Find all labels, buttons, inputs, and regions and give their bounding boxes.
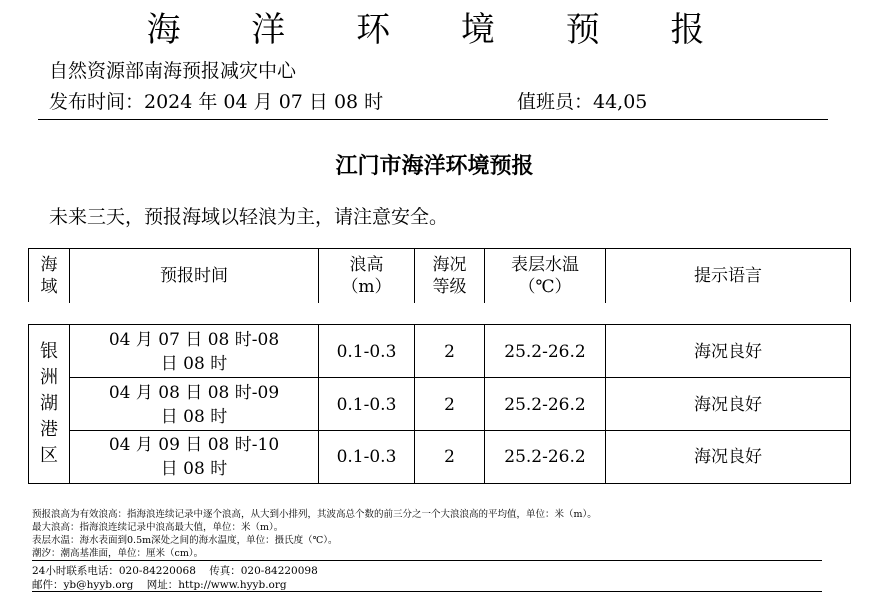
column-header-temp: 表层水温 （℃） (485, 249, 606, 303)
footnote: 表层水温：海水表面到0.5m深处之间的海水温度，单位：摄氏度（℃）。 (32, 535, 338, 546)
sea-state-level: 2 (415, 431, 485, 483)
wave-height: 0.1-0.3 (319, 325, 415, 378)
sea-state-level: 2 (415, 378, 485, 431)
report-title: 海 洋 环 境 预 报 (146, 10, 735, 50)
table-row (70, 431, 850, 483)
contact-phone-fax: 24小时联系电话：020-84220068 传真：020-84220098 (32, 565, 318, 577)
column-header-time: 预报时间 (70, 249, 319, 303)
footnotes (32, 508, 597, 560)
table-row (70, 378, 850, 431)
header-divider (38, 119, 828, 120)
issuing-organization: 自然资源部南海预报减灾中心 (49, 60, 297, 82)
footnote: 潮汐：潮高基准面，单位：厘米（cm）。 (32, 548, 204, 559)
issue-time: 发布时间：2024 年 04 月 07 日 08 时 (49, 91, 384, 113)
contact-email-website: 邮件：yb@hyyb.org 网址：http://www.hyyb.org (32, 579, 287, 591)
surface-temp: 25.2-26.2 (485, 431, 606, 483)
tip-text: 海况良好 (694, 341, 762, 362)
column-header-region: 海 域 (29, 249, 70, 303)
forecast-time: 04 月 09 日 08 时-10 日 08 时 (70, 431, 319, 483)
table-row (70, 325, 850, 378)
footer-bottom-divider (32, 591, 822, 592)
tip-text: 海况良好 (694, 447, 762, 467)
footer-divider (32, 560, 822, 561)
surface-temp: 25.2-26.2 (485, 378, 606, 431)
tip-text: 海况良好 (694, 394, 762, 415)
forecast-table (28, 324, 851, 484)
wave-height: 0.1-0.3 (319, 378, 415, 431)
region-name: 银 洲 湖 港 区 (29, 325, 70, 483)
wave-height: 0.1-0.3 (319, 431, 415, 483)
forecast-time: 04 月 07 日 08 时-08 日 08 时 (70, 325, 319, 378)
forecast-time: 04 月 08 日 08 时-09 日 08 时 (70, 378, 319, 431)
surface-temp: 25.2-26.2 (485, 325, 606, 378)
duty-officer: 值班员：44,05 (517, 91, 648, 113)
footnote: 最大浪高：指海浪连续记录中浪高最大值，单位：米（m）。 (32, 522, 284, 533)
forecast-summary: 未来三天，预报海域以轻浪为主，请注意安全。 (49, 206, 449, 228)
table-header (28, 248, 851, 302)
footnote: 预报浪高为有效浪高：指海浪连续记录中逐个浪高，从大到小排列，其波高总个数的前三分之一个大浪浪高的平均值，单位：米（m）。 (32, 509, 597, 520)
column-header-level: 海况 等级 (415, 249, 485, 303)
sea-state-level: 2 (415, 325, 485, 378)
forecast-subtitle: 江门市海洋环境预报 (335, 154, 534, 179)
column-header-wave: 浪高 （m） (319, 249, 415, 303)
column-header-tip: 提示语言 (694, 266, 762, 286)
